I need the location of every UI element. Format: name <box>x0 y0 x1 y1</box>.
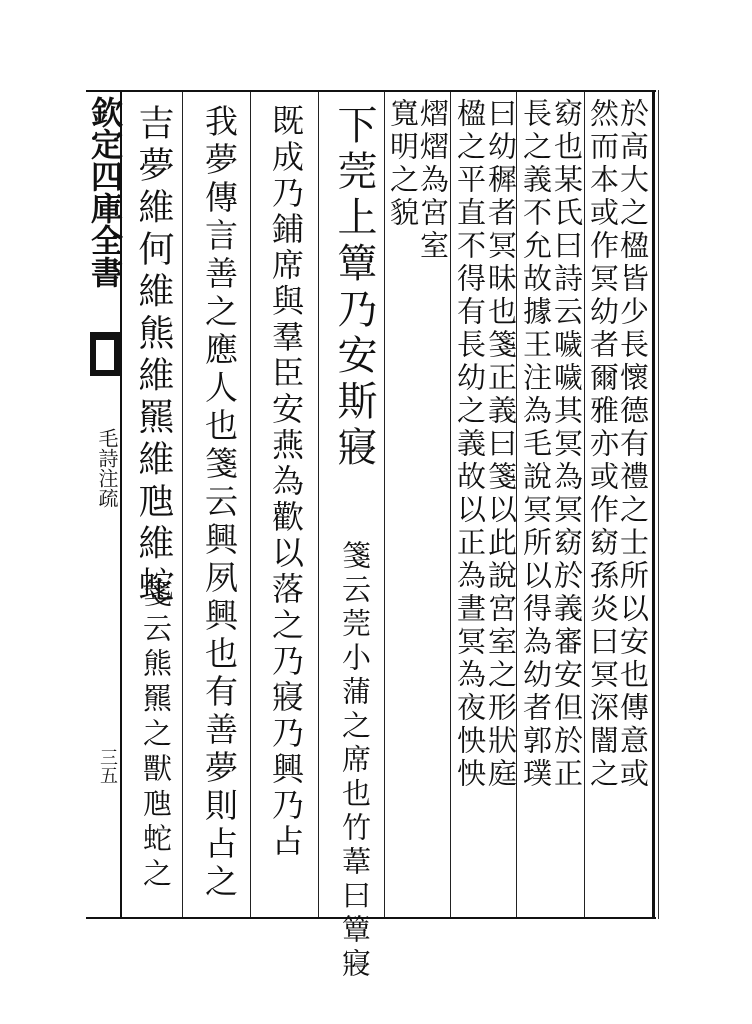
column-rule <box>182 92 183 917</box>
text-column: 長之義不允故據王注為毛說冥所以得為幼者郭璞 <box>519 98 553 791</box>
frame-right-border <box>652 90 655 919</box>
main-text-column: 吉夢維何維熊維羆維虺維蛇 <box>133 104 174 608</box>
margin-rule <box>120 90 122 919</box>
text-column: 曰幼穉者冥昧也箋正義曰箋以此說宮室之形狀庭 <box>484 98 518 791</box>
text-column: 於高大之楹皆少長懷德有禮之士所以安也傳意或 <box>616 98 650 791</box>
column-rule <box>250 92 251 917</box>
frame-right-inner-border <box>658 90 659 919</box>
column-rule <box>450 92 451 917</box>
main-text-column: 我夢傳言善之應人也箋云興夙興也有善夢則占之 <box>200 104 239 902</box>
fishtail-mark-inner <box>96 340 114 370</box>
column-rule <box>384 92 385 917</box>
text-column: 然而本或作冥幼者爾雅亦或作窈孫炎曰冥深闇之 <box>586 98 620 791</box>
column-rule <box>318 92 319 917</box>
annotation-column: 箋云熊羆之獸虺蛇之 <box>139 578 173 893</box>
annotation-column: 箋云莞小蒲之席也竹葦曰簟寢 <box>338 540 372 982</box>
margin-collection-title: 欽定四庫全書 <box>86 96 124 288</box>
main-text-column: 下莞上簟乃安斯寢 <box>331 104 377 472</box>
annotation-column: 寬明之貌 <box>386 98 420 230</box>
annotation-column: 熠熠為宮室 <box>416 98 450 263</box>
margin-page-number: 三五 <box>97 748 118 784</box>
text-column: 窈也某氏曰詩云噦噦其冥為冥窈於義審安但於正 <box>550 98 584 791</box>
margin-book-title: 毛詩注疏 <box>95 428 119 508</box>
column-rule <box>584 92 585 917</box>
main-text-column: 既成乃鋪席與羣臣安燕為歡以落之乃寢乃興乃占 <box>267 104 305 860</box>
frame-top-border <box>86 90 656 92</box>
text-column: 楹之平直不得有長幼之義故以正為晝冥為夜怏怏 <box>453 98 487 791</box>
